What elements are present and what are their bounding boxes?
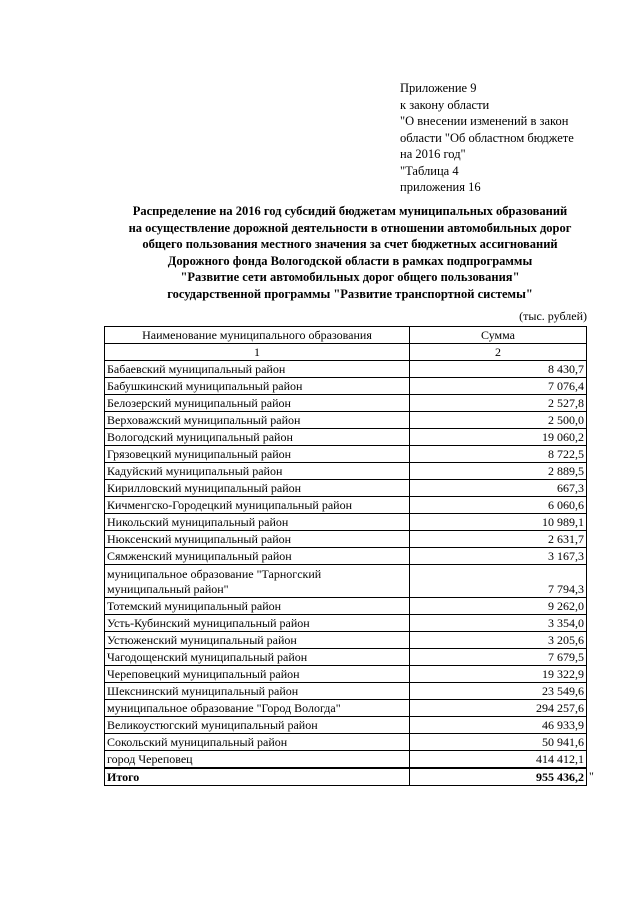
table-row: [105, 548, 587, 565]
table-row: [105, 429, 587, 446]
row-sum: 294 257,6: [410, 700, 587, 717]
title-line: Дорожного фонда Вологодской области в рамках подпрограммы: [167, 253, 533, 268]
table-row: [105, 480, 587, 497]
row-name: Вологодский муниципальный район: [105, 429, 410, 446]
row-sum: 667,3: [410, 480, 587, 497]
table-row: [105, 497, 587, 514]
row-name-line: муниципальный район": [107, 582, 229, 596]
appendix-line: "Таблица 4: [400, 163, 459, 178]
row-name: [105, 565, 410, 598]
appendix-line: на 2016 год": [400, 147, 466, 161]
row-sum: 7 679,5: [410, 649, 587, 666]
row-sum: 2 527,8: [410, 395, 587, 412]
row-name: Чагодощенский муниципальный район: [105, 649, 410, 666]
column-number-2: 2: [410, 344, 587, 361]
row-name: Бабушкинский муниципальный район: [105, 378, 410, 395]
header-sum: Сумма: [410, 327, 587, 344]
title-line: общего пользования местного значения за счет бюджетных ассигнований: [142, 237, 558, 251]
total-label: Итого: [105, 768, 410, 786]
row-sum: 8 430,7: [410, 361, 587, 378]
row-sum: 2 631,7: [410, 531, 587, 548]
appendix-line: области "Об областном бюджете: [400, 130, 574, 145]
row-sum: 6 060,6: [410, 497, 587, 514]
units-label: (тыс. рублей): [519, 309, 587, 323]
row-name: Белозерский муниципальный район: [105, 395, 410, 412]
table-row: [105, 683, 587, 700]
row-name: Усть-Кубинский муниципальный район: [105, 615, 410, 632]
closing-quote: ": [589, 769, 594, 783]
table-total-row: [105, 768, 587, 786]
total-sum: 955 436,2: [410, 768, 587, 786]
table-row: [105, 751, 587, 769]
row-sum: 9 262,0: [410, 598, 587, 615]
row-name: Великоустюгский муниципальный район: [105, 717, 410, 734]
table-row: [105, 361, 587, 378]
table-row: [105, 666, 587, 683]
row-name: Никольский муниципальный район: [105, 514, 410, 531]
row-name: Кадуйский муниципальный район: [105, 463, 410, 480]
table-row: [105, 446, 587, 463]
row-name: Грязовецкий муниципальный район: [105, 446, 410, 463]
row-sum: 7 076,4: [410, 378, 587, 395]
table-column-numbers-row: [105, 344, 587, 361]
row-name: Череповецкий муниципальный район: [105, 666, 410, 683]
table-header-row: [105, 327, 587, 344]
row-name: Кичменгско-Городецкий муниципальный район: [105, 497, 410, 514]
title-line: на осуществление дорожной деятельности в отношении автомобильных дорог: [128, 220, 572, 235]
appendix-line: Приложение 9: [400, 81, 477, 95]
row-name: Устюженский муниципальный район: [105, 632, 410, 649]
title-line: государственной программы "Развитие транспортной системы": [167, 286, 533, 301]
subsidy-table: [104, 326, 587, 786]
row-name: Нюксенский муниципальный район: [105, 531, 410, 548]
table-row: [105, 514, 587, 531]
table-row: [105, 565, 587, 598]
row-name: Сямженский муниципальный район: [105, 548, 410, 565]
row-sum: 19 060,2: [410, 429, 587, 446]
table-row: [105, 412, 587, 429]
row-sum: 3 167,3: [410, 548, 587, 565]
row-sum: 2 500,0: [410, 412, 587, 429]
row-name: Кирилловский муниципальный район: [105, 480, 410, 497]
appendix-line: к закону области: [400, 97, 490, 112]
row-name: город Череповец: [105, 751, 410, 769]
row-name: муниципальное образование "Город Вологда": [105, 700, 410, 717]
row-sum: 50 941,6: [410, 734, 587, 751]
table-row: [105, 734, 587, 751]
header-name: Наименование муниципального образования: [105, 327, 410, 344]
row-sum: 3 205,6: [410, 632, 587, 649]
column-number-1: 1: [105, 344, 410, 361]
table-row: [105, 531, 587, 548]
table-row: [105, 717, 587, 734]
table-row: [105, 463, 587, 480]
appendix-note: [400, 80, 600, 196]
table-row: [105, 632, 587, 649]
appendix-line: "О внесении изменений в закон: [400, 114, 569, 128]
table-row: [105, 615, 587, 632]
row-sum: 2 889,5: [410, 463, 587, 480]
row-sum: 23 549,6: [410, 683, 587, 700]
row-name-line: муниципальное образование "Тарногский: [107, 567, 322, 581]
table-row: [105, 649, 587, 666]
row-name: Бабаевский муниципальный район: [105, 361, 410, 378]
row-sum: 8 722,5: [410, 446, 587, 463]
row-name: Шекснинский муниципальный район: [105, 683, 410, 700]
document-title: [100, 203, 600, 302]
row-sum: 7 794,3: [410, 565, 587, 598]
table-row: [105, 378, 587, 395]
row-sum: 10 989,1: [410, 514, 587, 531]
row-name: Верховажский муниципальный район: [105, 412, 410, 429]
row-sum: 19 322,9: [410, 666, 587, 683]
row-name: Сокольский муниципальный район: [105, 734, 410, 751]
row-sum: 46 933,9: [410, 717, 587, 734]
table-row: [105, 395, 587, 412]
row-sum: 3 354,0: [410, 615, 587, 632]
table-row: [105, 598, 587, 615]
title-line: Распределение на 2016 год субсидий бюджетам муниципальных образований: [132, 204, 568, 218]
row-sum: 414 412,1: [410, 751, 587, 769]
row-name: Тотемский муниципальный район: [105, 598, 410, 615]
table-row: [105, 700, 587, 717]
appendix-line: приложения 16: [400, 180, 481, 194]
title-line: "Развитие сети автомобильных дорог общего пользования": [180, 270, 520, 284]
